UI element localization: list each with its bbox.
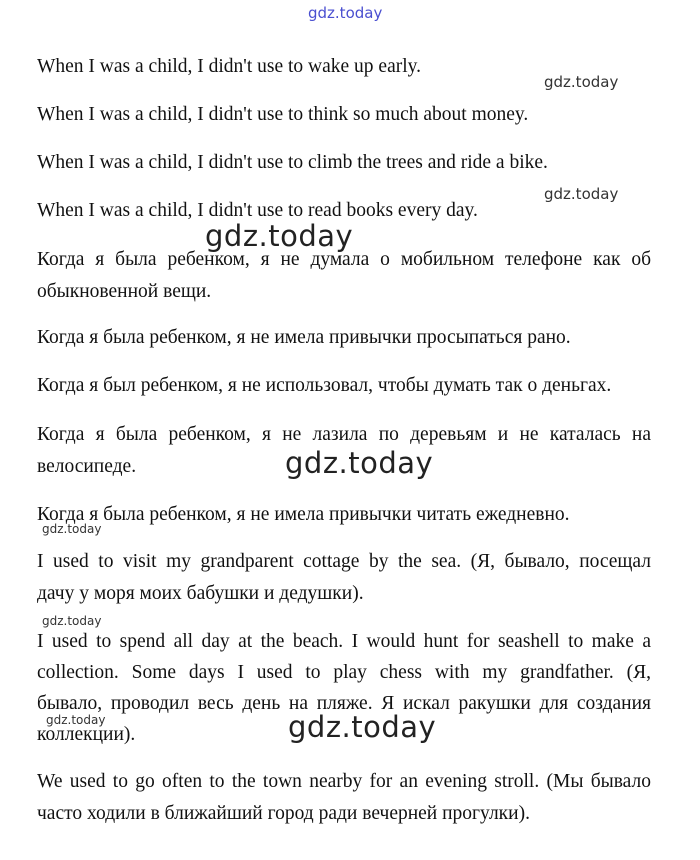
watermark: gdz.today [42, 614, 102, 628]
text-line: When I was a child, I didn't use to wake up early. [37, 56, 422, 77]
text-line: обыкновенной вещи. [37, 281, 212, 302]
text-line: дачу у моря моих бабушки и дедушки). [37, 583, 364, 604]
text-line: We used to go often to the town nearby for an evening stroll. (Мы бывало [37, 771, 651, 792]
text-line: I used to visit my grandparent cottage by the sea. (Я, бывало, посещал [37, 551, 651, 572]
text-line: бывало, проводил весь день на пляже. Я искал ракушки для создания [37, 693, 651, 714]
text-line: When I was a child, I didn't use to think so much about money. [37, 104, 529, 125]
watermark: gdz.today [42, 522, 102, 536]
text-line: I used to spend all day at the beach. I would hunt for seashell to make a [37, 631, 651, 652]
text-line: Когда я была ребенком, я не имела привычки просыпаться рано. [37, 327, 571, 348]
text-line: Когда я была ребенком, я не имела привычки читать ежедневно. [37, 504, 570, 525]
text-line: Когда я был ребенком, я не использовал, чтобы думать так о деньгах. [37, 375, 612, 396]
watermark: gdz.today [544, 73, 619, 91]
watermark: gdz.today [544, 185, 619, 203]
text-line: When I was a child, I didn't use to climb the trees and ride a bike. [37, 152, 548, 173]
watermark: gdz.today [288, 710, 437, 744]
text-line: коллекции). [37, 724, 136, 745]
watermark: gdz.today [205, 219, 354, 253]
text-line: When I was a child, I didn't use to read books every day. [37, 200, 478, 221]
watermark: gdz.today [46, 713, 106, 727]
text-line: часто ходили в ближайший город ради вечерней прогулки). [37, 803, 530, 824]
text-line: collection. Some days I used to play chess with my grandfather. (Я, [37, 662, 651, 683]
header-watermark: gdz.today [308, 4, 383, 22]
watermark: gdz.today [285, 446, 434, 480]
text-line: Когда я была ребенком, я не думала о мобильном телефоне как об [37, 249, 651, 270]
text-line: Когда я была ребенком, я не лазила по деревьям и не каталась на [37, 424, 651, 445]
text-line: велосипеде. [37, 456, 137, 477]
